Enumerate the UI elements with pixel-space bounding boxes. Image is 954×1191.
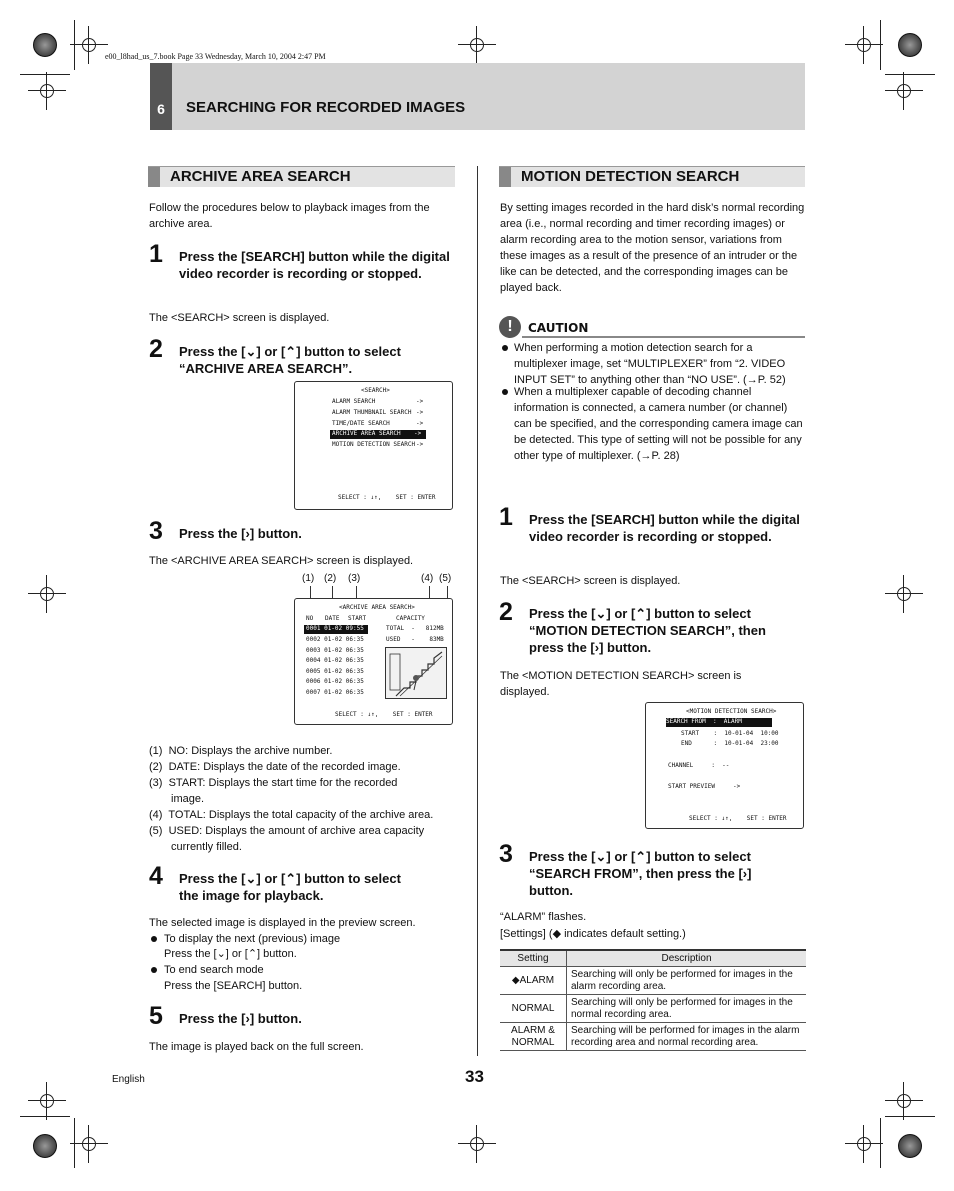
file-info: e00_l8had_us_7.book Page 33 Wednesday, March 10, 2004 2:47 PM: [105, 52, 326, 61]
crosshair-icon: [38, 585, 56, 603]
table-cell: Searching will only be performed for images in the normal recording area.: [567, 995, 807, 1023]
callout-1: (1): [302, 573, 315, 584]
table-cell: Searching will only be performed for images in the alarm recording area.: [567, 967, 807, 995]
staircase-image: [386, 648, 446, 698]
table-cell: Searching will be performed for images in the alarm recording area and normal recording area.: [567, 1023, 807, 1051]
crosshair-icon: [895, 1092, 913, 1110]
step-note: The selected image is displayed in the preview screen.: [149, 917, 416, 929]
osd-menu-item: MOTION DETECTION SEARCH: [332, 441, 416, 448]
down-arrow-icon: ⌄: [245, 871, 257, 886]
osd-row: 0004 01-02 06:35: [306, 657, 364, 664]
bullet: [151, 967, 157, 973]
step-number: 4: [149, 862, 163, 890]
osd-total: TOTAL - 812MB: [386, 625, 444, 632]
osd-row: 0005 01-02 06:35: [306, 668, 364, 675]
up-arrow-icon: ⌃: [285, 871, 297, 886]
table-row: [500, 1023, 806, 1051]
registration-dot: [33, 33, 57, 57]
osd-menu-item: ALARM THUMBNAIL SEARCH: [332, 409, 412, 416]
crop-mark: [74, 20, 75, 70]
osd-footer: SELECT : ↓↑, SET : ENTER: [335, 711, 433, 718]
osd-row: 0007 01-02 06:35: [306, 689, 364, 696]
step-text: Press the [SEARCH] button while the digital video recorder is recording or stopped.: [529, 512, 800, 544]
step-text: Press the [⌄] or [⌃] button to select “SEARCH FROM”, then press the [›] button.: [529, 849, 752, 898]
step-number: 3: [149, 517, 163, 545]
callout-5: (5): [439, 573, 452, 584]
osd-arrow: ->: [416, 409, 424, 416]
step-note: The <ARCHIVE AREA SEARCH> screen is displayed.: [149, 555, 414, 567]
crosshair-icon: [80, 1135, 98, 1153]
right-arrow-icon: ›: [742, 866, 748, 881]
osd-col-date: DATE: [325, 615, 340, 622]
step-note: The <SEARCH> screen is displayed.: [500, 575, 681, 587]
settings-table: [500, 949, 806, 1051]
osd-start-preview: START PREVIEW ->: [668, 783, 741, 790]
step-text: Press the [›] button.: [179, 526, 302, 541]
down-arrow-icon: ⌄: [245, 344, 257, 359]
table-cell: ALARM & NORMAL: [500, 1023, 567, 1051]
step-text: Press the [›] button.: [179, 1011, 302, 1026]
motion-detection-search-screen: [645, 702, 804, 829]
bullet: [151, 936, 157, 942]
osd-row-selected: 0001 01-02 09:55: [304, 625, 368, 634]
right-arrow-icon: ›: [594, 640, 600, 655]
crop-mark: [880, 20, 881, 70]
crop-mark: [20, 1116, 70, 1117]
section-heading-archive: ARCHIVE AREA SEARCH: [148, 166, 455, 187]
chapter-number: 6: [150, 63, 172, 130]
bullet-text: To display the next (previous) image: [164, 933, 341, 945]
osd-col-start: START: [348, 615, 367, 622]
caution-item: When a multiplexer capable of decoding channel information is connected, a camera number (or channel) can be specified, and the corresponding camera image can be detected. This type of setting will not be possible for any other type of multiplexer. (→P. 28): [514, 386, 803, 462]
bullet-subtext: Press the [⌄] or [⌃] button.: [164, 948, 297, 960]
osd-menu-item: TIME/DATE SEARCH: [332, 420, 390, 427]
osd-row: 0003 01-02 06:35: [306, 647, 364, 654]
table-row: [500, 967, 806, 995]
osd-menu-item: ALARM SEARCH: [332, 398, 376, 405]
osd-row: 0006 01-02 06:35: [306, 678, 364, 685]
down-arrow-icon: ⌄: [595, 606, 607, 621]
table-row: [500, 995, 806, 1023]
callout-2: (2): [324, 573, 337, 584]
chapter-title: SEARCHING FOR RECORDED IMAGES: [186, 99, 466, 116]
bullet: [502, 345, 508, 351]
up-arrow-icon: ⌃: [635, 606, 647, 621]
up-arrow-icon: ⌃: [285, 344, 297, 359]
crosshair-icon: [38, 82, 56, 100]
table-header: Setting: [500, 950, 567, 967]
page-number: 33: [465, 1067, 484, 1086]
caution-label: CAUTION: [528, 321, 589, 335]
caution-item: When performing a motion detection search for a multiplexer image, set “MULTIPLEXER” from “2. VIDEO INPUT SET” to anything other than “NO USE”. (→P. 52): [514, 342, 786, 386]
table-header: Description: [567, 950, 807, 967]
crop-mark: [74, 1118, 75, 1168]
step-number: 2: [149, 335, 163, 363]
table-cell: NORMAL: [500, 995, 567, 1023]
caution-rule: [522, 336, 805, 338]
crosshair-icon: [855, 36, 873, 54]
osd-search-from: SEARCH FROM : ALARM: [666, 718, 772, 727]
callout-4: (4): [421, 573, 434, 584]
crop-mark: [885, 1116, 935, 1117]
osd-title: <SEARCH>: [361, 387, 390, 394]
archive-area-search-screen: [294, 598, 453, 725]
step-text: Press the [⌄] or [⌃] button to select “MOTION DETECTION SEARCH”, then press the [›] button.: [529, 606, 766, 655]
crop-mark: [880, 1118, 881, 1168]
osd-col-no: NO: [306, 615, 314, 622]
osd-menu-item-selected: ARCHIVE AREA SEARCH ->: [330, 430, 426, 439]
legend-list: (1) NO: Displays the archive number. (2) DATE: Displays the date of the recorded image. (3) START: Displays the start time for the recorded image. (4) TOTAL: Displays the total capacity of the archive area. (5) USED: Displays the amount of archive area capacity currently filled.: [149, 745, 434, 853]
preview-thumbnail: [385, 647, 447, 699]
up-arrow-icon: ⌃: [247, 948, 258, 960]
down-arrow-icon: ⌄: [595, 849, 607, 864]
osd-channel: CHANNEL : --: [668, 762, 730, 769]
registration-dot: [898, 1134, 922, 1158]
up-arrow-icon: ⌃: [635, 849, 647, 864]
bullet: [502, 389, 508, 395]
step-number: 1: [499, 503, 513, 531]
callout-3: (3): [348, 573, 361, 584]
crosshair-icon: [895, 585, 913, 603]
crop-mark: [20, 74, 70, 75]
osd-row: 0002 01-02 06:35: [306, 636, 364, 643]
crosshair-icon: [468, 36, 486, 54]
crop-mark: [885, 74, 935, 75]
step-number: 3: [499, 840, 513, 868]
osd-title: <MOTION DETECTION SEARCH>: [686, 708, 777, 715]
step-note: “ALARM” flashes.: [500, 911, 587, 923]
crosshair-icon: [855, 1135, 873, 1153]
crosshair-icon: [468, 1135, 486, 1153]
bullet-text: To end search mode: [164, 964, 264, 976]
osd-col-capacity: CAPACITY: [396, 615, 425, 622]
down-arrow-icon: ⌄: [216, 948, 226, 960]
crosshair-icon: [895, 82, 913, 100]
language-label: English: [112, 1074, 145, 1085]
header-band: [150, 63, 805, 130]
step-number: 5: [149, 1002, 163, 1030]
step-note: The <MOTION DETECTION SEARCH> screen is displayed.: [500, 670, 742, 698]
osd-arrow: ->: [416, 441, 424, 448]
osd-used: USED - 83MB: [386, 636, 444, 643]
step-text: Press the [SEARCH] button while the digital video recorder is recording or stopped.: [179, 249, 450, 281]
step-number: 1: [149, 240, 163, 268]
osd-title: <ARCHIVE AREA SEARCH>: [339, 604, 415, 611]
registration-dot: [898, 33, 922, 57]
motion-intro: By setting images recorded in the hard disk’s normal recording area (i.e., normal recording and timer recording images) or alarm recording area to the motion sensor, variations from these images as a result of the presence of an intruder or the like can be detected, and the corresponding images can be played back.: [500, 202, 805, 294]
table-cell: ◆ALARM: [500, 967, 567, 995]
osd-start: START : 10-01-04 10:00: [681, 730, 779, 737]
right-arrow-icon: ›: [245, 1011, 250, 1026]
column-divider: [477, 166, 478, 1056]
right-arrow-icon: ›: [245, 526, 250, 541]
registration-dot: [33, 1134, 57, 1158]
crosshair-icon: [38, 1092, 56, 1110]
caution-icon: !: [499, 316, 521, 338]
osd-arrow: ->: [416, 420, 424, 427]
step-text: Press the [⌄] or [⌃] button to select the image for playback.: [179, 871, 401, 903]
step-note: [Settings] (◆ indicates default setting.): [500, 928, 686, 940]
section-heading-motion: MOTION DETECTION SEARCH: [499, 166, 805, 187]
osd-arrow: ->: [416, 398, 424, 405]
archive-intro: Follow the procedures below to playback images from the archive area.: [149, 202, 430, 230]
osd-footer: SELECT : ↓↑, SET : ENTER: [689, 815, 787, 822]
osd-footer: SELECT : ↓↑, SET : ENTER: [338, 494, 436, 501]
step-note: The image is played back on the full screen.: [149, 1041, 364, 1053]
step-text: Press the [⌄] or [⌃] button to select “ARCHIVE AREA SEARCH”.: [179, 344, 401, 376]
crosshair-icon: [80, 36, 98, 54]
osd-end: END : 10-01-04 23:00: [681, 740, 779, 747]
bullet-subtext: Press the [SEARCH] button.: [164, 980, 303, 992]
step-number: 2: [499, 598, 513, 626]
search-screen: [294, 381, 453, 510]
step-note: The <SEARCH> screen is displayed.: [149, 312, 330, 324]
